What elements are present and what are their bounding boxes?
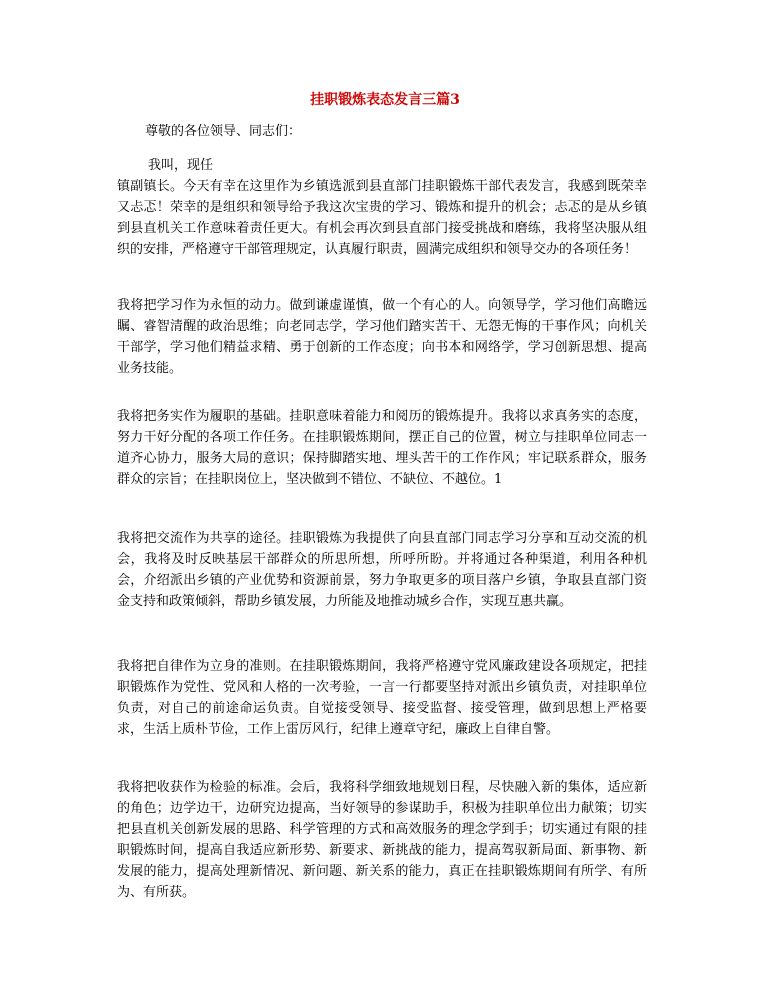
paragraph-practical: 我将把务实作为履职的基础。挂职意味着能力和阅历的锻炼提升。我将以求真务实的态度，努力干好分配的各项工作任务。在挂职锻炼期间，摆正自己的位置，树立与挂职单位同志一道齐心协力，服务大局的意识；保持脚踏实地、埋头苦干的工作作风；牢记联系群众，服务群众的宗旨；在挂职岗位上，坚决做到不错位、不缺位、不越位。1 xyxy=(117,409,647,487)
paragraph-intro: 镇副镇长。今天有幸在这里作为乡镇选派到县直部门挂职锻炼干部代表发言，我感到既荣幸又忐忑！荣幸的是组织和领导给予我这次宝贵的学习、锻炼和提升的机会；忐忑的是从乡镇到县直机关工作意味着责任更大。有机会再次到县直部门接受挑战和磨练，我将坚决服从组织的安排，严格遵守干部管理规定，认真履行职责，圆满完成组织和领导交办的各项任务！ xyxy=(117,179,647,257)
paragraph-exchange: 我将把交流作为共享的途径。挂职锻炼为我提供了向县直部门同志学习分享和互动交流的机会，我将及时反映基层干部群众的所思所想，所呼所盼。并将通过各种渠道，利用各种机会，介绍派出乡镇的产业优势和资源前景，努力争取更多的项目落户乡镇，争取县直部门资金支持和政策倾斜，帮助乡镇发展，力所能及地推动城乡合作，实现互惠共赢。 xyxy=(117,531,647,609)
paragraph-learning: 我将把学习作为永恒的动力。做到谦虚谨慎，做一个有心的人。向领导学，学习他们高瞻远瞩、睿智清醒的政治思维；向老同志学，学习他们踏实苦干、无怨无悔的干事作风；向机关干部学，学习他们精益求精、勇于创新的工作态度；向书本和网络学，学习创新思想、提高业务技能。 xyxy=(117,298,647,376)
paragraph-self-discipline: 我将把自律作为立身的准则。在挂职锻炼期间，我将严格遵守党风廉政建设各项规定，把挂职锻炼作为党性、党风和人格的一次考验，一言一行都要坚持对派出乡镇负责，对挂职单位负责，对自己的前途命运负责。自觉接受领导、接受监督、接受管理，做到思想上严格要求，生活上质朴节俭，工作上雷厉风行，纪律上遵章守纪，廉政上自律自警。 xyxy=(117,659,647,737)
intro-first-line: 我叫，现任 xyxy=(148,158,214,173)
greeting: 尊敬的各位领导、同志们： xyxy=(145,124,302,139)
paragraph-harvest: 我将把收获作为检验的标准。会后，我将科学细致地规划日程，尽快融入新的集体，适应新的角色；边学边干，边研究边提高，当好领导的参谋助手，积极为挂职单位出力献策；切实把县直机关创新发展的思路、科学管理的方式和高效服务的理念学到手；切实通过有限的挂职锻炼时间，提高自我适应新形势、新要求、新挑战的能力，提高驾驭新局面、新事物、新发展的能力，提高处理新情况、新问题、新关系的能力，真正在挂职锻炼期间有所学、有所为、有所获。 xyxy=(117,780,647,900)
page-title: 挂职锻炼表态发言三篇3 xyxy=(310,92,460,108)
